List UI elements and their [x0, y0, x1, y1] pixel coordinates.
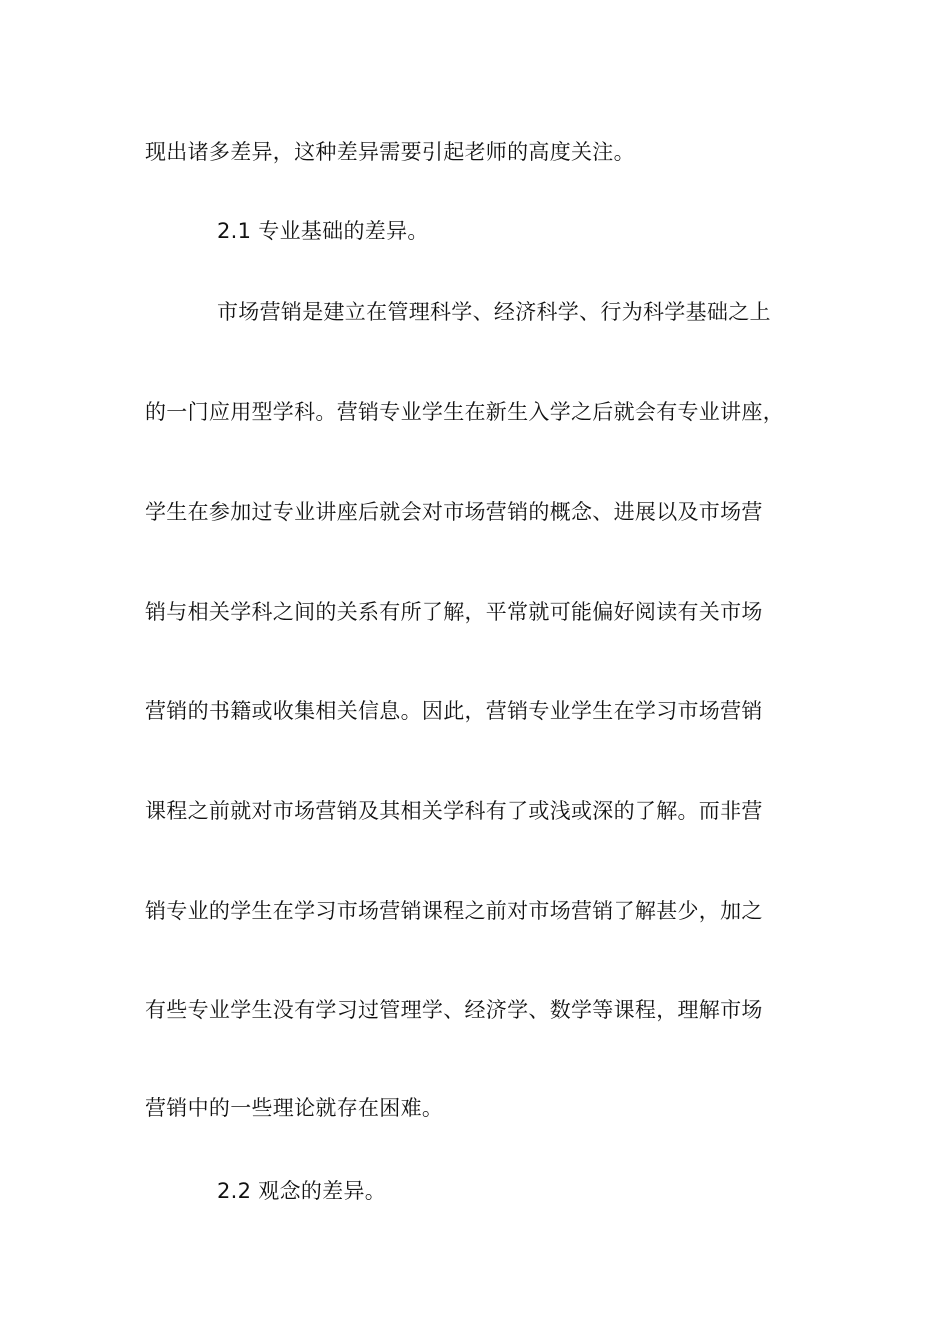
body-text-line: 营销中的一些理论就存在困难。: [145, 1096, 444, 1120]
section-heading-2-1: 2.1 专业基础的差异。: [217, 219, 429, 243]
paragraph-first-line: 市场营销是建立在管理科学、经济科学、行为科学基础之上: [217, 300, 771, 324]
body-text-line: 销专业的学生在学习市场营销课程之前对市场营销了解甚少，加之: [145, 899, 763, 923]
body-text-line: 学生在参加过专业讲座后就会对市场营销的概念、进展以及市场营: [145, 500, 763, 524]
body-text-line: 营销的书籍或收集相关信息。因此，营销专业学生在学习市场营销: [145, 699, 763, 723]
section-heading-2-2: 2.2 观念的差异。: [217, 1179, 387, 1203]
body-text-line: 销与相关学科之间的关系有所了解，平常就可能偏好阅读有关市场: [145, 600, 763, 624]
body-text-line: 课程之前就对市场营销及其相关学科有了或浅或深的了解。而非营: [145, 799, 763, 823]
body-text-line: 现出诸多差异，这种差异需要引起老师的高度关注。: [145, 140, 635, 164]
body-text-line: 的一门应用型学科。营销专业学生在新生入学之后就会有专业讲座，: [145, 400, 784, 424]
body-text-line: 有些专业学生没有学习过管理学、经济学、数学等课程，理解市场: [145, 998, 763, 1022]
